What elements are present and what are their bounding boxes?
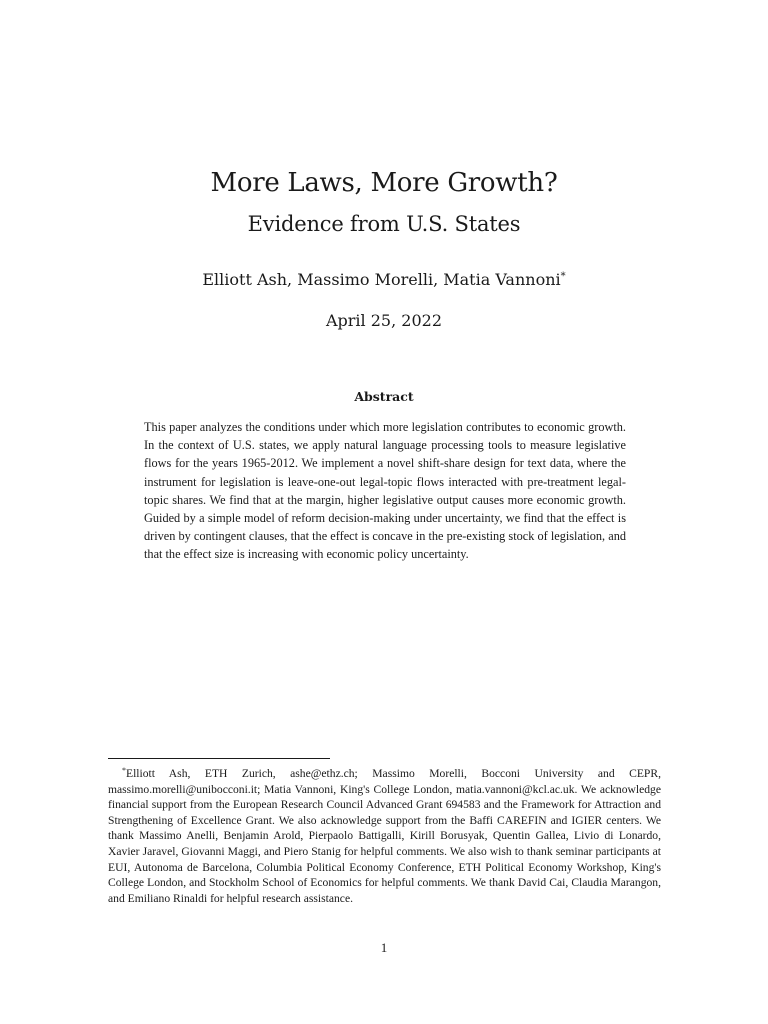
page-number: 1 — [380, 940, 388, 955]
paper-subtitle: Evidence from U.S. States — [247, 212, 521, 236]
paper-date: April 25, 2022 — [325, 311, 442, 330]
footnote-text: Elliott Ash, ETH Zurich, ashe@ethz.ch; Massimo Morelli, Bocconi University and CEPR, massimo.morelli@unibocconi.it; Matia Vannoni, King's College London, matia.vannoni@kcl.ac.uk. We acknowledge financial support from the European Research Council Advanced Grant 694583 and the Framework for Attraction and Strengthening of Excellence Grant. We also acknowledge support from the Baffi CAREFIN and IGIER centers. We thank Massimo Anelli, Benjamin Arold, Pierpaolo Battigalli, Kirill Borusyak, Quentin Gallea, Livio di Lonardo, Xavier Jaravel, Giovanni Maggi, and Piero Stanig for helpful comments. We also wish to thank seminar participants at EUI, Autonoma de Barcelona, Columbia Political Economy Conference, ETH Political Economy Workshop, King's College London, and Stockholm School of Economics for helpful comments. We thank David Cai, Claudia Marangon, and Emiliano Rinaldi for helpful research assistance. — [108, 767, 661, 905]
abstract-text: This paper analyzes the conditions under which more legislation contributes to economic growth. In the context of U.S. states, we apply natural language processing tools to measure legislative flows for the years 1965-2012. We implement a novel shift-share design for text data, where the instrument for legislation is leave-one-out legal-topic flows interacted with pre-treatment legal-topic shares. We find that at the margin, higher legislative output causes more economic growth. Guided by a simple model of reform decision-making under uncertainty, we find that the effect is driven by contingent clauses, that the effect is concave in the pre-existing stock of legislation, and that the effect size is increasing with economic policy uncertainty. — [144, 420, 626, 562]
paper-title: More Laws, More Growth? — [210, 168, 558, 198]
author-list — [0, 270, 768, 289]
author-footnote — [108, 763, 661, 906]
abstract-heading: Abstract — [354, 389, 414, 404]
author-names: Elliott Ash, Massimo Morelli, Matia Vannoni — [202, 270, 561, 289]
footnote-mark: * — [122, 766, 126, 775]
author-footnote-mark[interactable]: * — [560, 271, 566, 282]
footnote-divider — [108, 758, 330, 759]
